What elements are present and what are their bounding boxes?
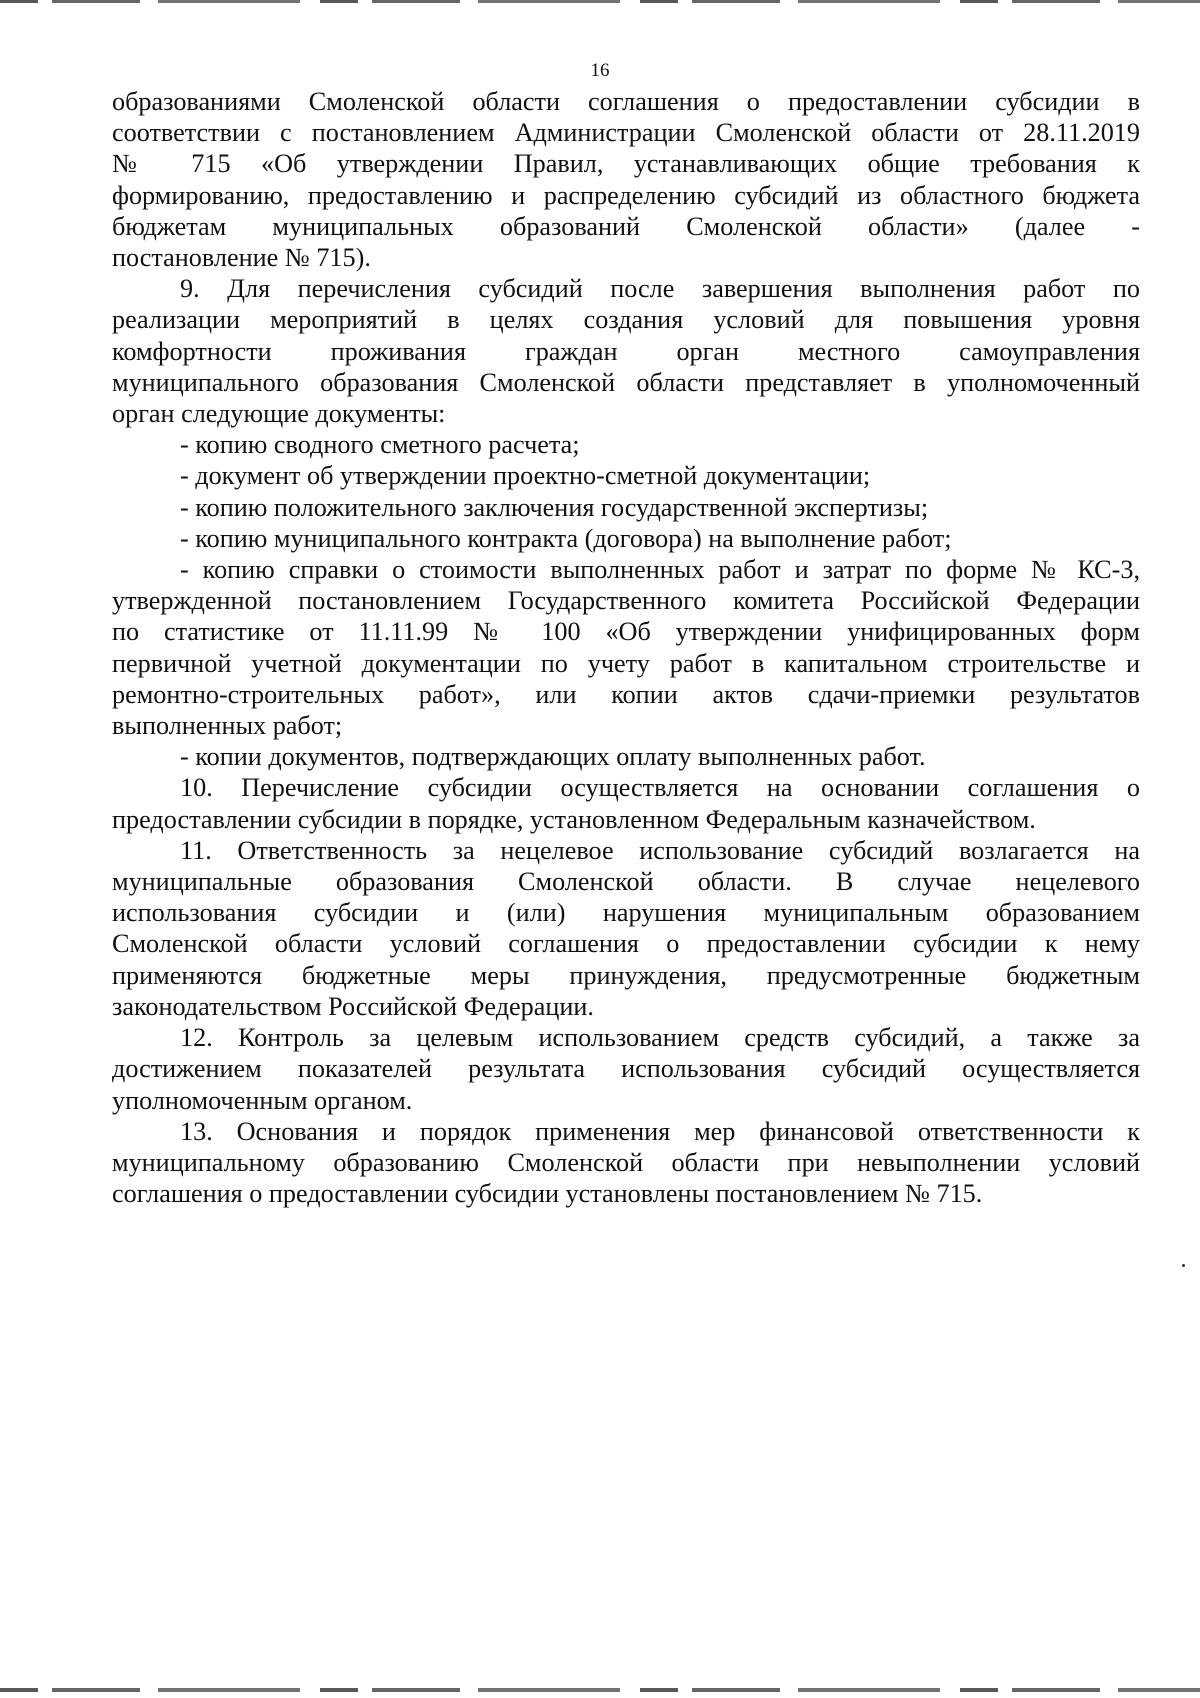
text-line: соглашения о предоставлении субсидии установлены постановлением № 715. bbox=[112, 1179, 983, 1209]
text-line: муниципальному образованию Смоленской области при невыполнении условий bbox=[112, 1147, 1140, 1177]
scan-artifact-bottom bbox=[0, 1688, 1200, 1692]
document-body bbox=[112, 86, 1140, 1209]
paragraph-13-start: 13. Основания и порядок применения мер финансовой ответственности к bbox=[180, 1116, 1140, 1146]
text-line: ремонтно-строительных работ», или копии актов сдачи-приемки результатов bbox=[112, 679, 1140, 709]
text-line: постановление № 715). bbox=[112, 243, 371, 273]
list-item: - копию положительного заключения государственной экспертизы; bbox=[180, 492, 929, 522]
text-line: муниципальные образования Смоленской области. В случае нецелевого bbox=[112, 867, 1140, 897]
list-item: - копии документов, подтверждающих оплату выполненных работ. bbox=[180, 742, 926, 772]
text-line: использования субсидии и (или) нарушения муниципальным образованием bbox=[112, 898, 1140, 928]
text-line: соответствии с постановлением Администрации Смоленской области от 28.11.2019 bbox=[112, 118, 1140, 148]
text-line: уполномоченным органом. bbox=[112, 1085, 413, 1115]
text-line: по статистике от 11.11.99 № 100 «Об утверждении унифицированных форм bbox=[112, 617, 1140, 647]
text-line: № 715 «Об утверждении Правил, устанавливающих общие требования к bbox=[112, 149, 1140, 179]
text-line: предоставлении субсидии в порядке, установленном Федеральным казначейством. bbox=[112, 804, 1036, 834]
text-line: утвержденной постановлением Государственного комитета Российской Федерации bbox=[112, 586, 1140, 616]
paragraph-12-start: 12. Контроль за целевым использованием средств субсидий, а также за bbox=[180, 1023, 1140, 1053]
text-line: бюджетам муниципальных образований Смоленской области» (далее - bbox=[112, 211, 1140, 241]
text-line: муниципального образования Смоленской области представляет в уполномоченный bbox=[112, 367, 1140, 397]
page-number: 16 bbox=[590, 60, 610, 81]
text-line: Смоленской области условий соглашения о предоставлении субсидии к нему bbox=[112, 929, 1140, 959]
text-line: комфортности проживания граждан орган местного самоуправления bbox=[112, 336, 1140, 366]
paragraph-11-start: 11. Ответственность за нецелевое использование субсидий возлагается на bbox=[180, 835, 1140, 865]
text-line: первичной учетной документации по учету работ в капитальном строительстве и bbox=[112, 648, 1140, 678]
text-line: достижением показателей результата использования субсидий осуществляется bbox=[112, 1054, 1140, 1084]
text-line: выполненных работ; bbox=[112, 711, 343, 741]
list-item: - копию муниципального контракта (договора) на выполнение работ; bbox=[180, 523, 952, 553]
list-item: - копию справки о стоимости выполненных работ и затрат по форме № КС-3, bbox=[180, 555, 1140, 585]
paragraph-9-start: 9. Для перечисления субсидий после завершения выполнения работ по bbox=[180, 274, 1140, 304]
text-line: формированию, предоставлению и распределению субсидий из областного бюджета bbox=[112, 180, 1140, 210]
scan-artifact-top bbox=[0, 0, 1200, 3]
text-line: применяются бюджетные меры принуждения, предусмотренные бюджетным bbox=[112, 960, 1140, 990]
list-item: - копию сводного сметного расчета; bbox=[180, 430, 580, 460]
paragraph-10-start: 10. Перечисление субсидии осуществляется на основании соглашения о bbox=[180, 773, 1140, 803]
scan-speck bbox=[1182, 1264, 1185, 1267]
list-item: - документ об утверждении проектно-сметной документации; bbox=[180, 461, 871, 491]
text-line: законодательством Российской Федерации. bbox=[112, 991, 594, 1021]
text-line: реализации мероприятий в целях создания условий для повышения уровня bbox=[112, 305, 1140, 335]
text-line: орган следующие документы: bbox=[112, 399, 446, 429]
text-line: образованиями Смоленской области соглашения о предоставлении субсидии в bbox=[112, 87, 1140, 116]
